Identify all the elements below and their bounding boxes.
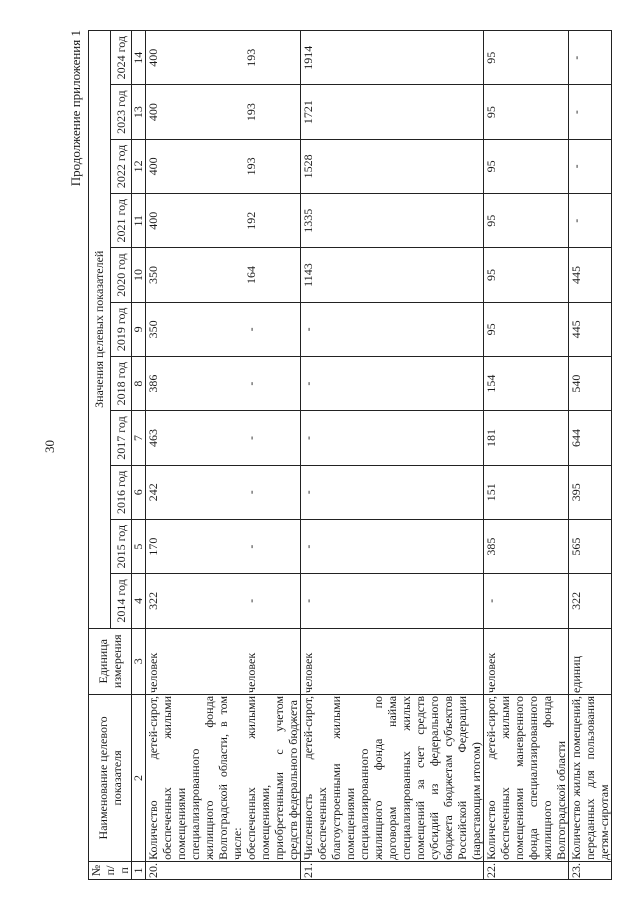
- indicator-name: обеспеченных жилыми помещениями, приобретенными с учетом средств федерального бюджета: [244, 695, 300, 860]
- header-unit: Единица измерения: [89, 628, 132, 694]
- column-number: 14: [132, 31, 146, 85]
- indicator-name: Количество детей-сирот, обеспеченных жилыми помещениями маневренного фонда специализированного жилищного фонда Волгоградской области: [484, 695, 568, 860]
- indicator-value: 400: [146, 85, 245, 139]
- indicator-value: -: [569, 139, 612, 193]
- indicator-value: 1335: [301, 194, 484, 248]
- column-number: 1: [132, 861, 146, 879]
- indicator-value: 95: [484, 194, 569, 248]
- column-numbers-row: [132, 31, 146, 880]
- column-number: 6: [132, 465, 146, 519]
- indicator-value: 181: [484, 411, 569, 465]
- indicators-table: [88, 30, 612, 880]
- column-number: 11: [132, 194, 146, 248]
- indicator-value: -: [301, 411, 484, 465]
- indicator-value: 170: [146, 519, 245, 573]
- indicator-value: 386: [146, 357, 245, 411]
- header-year: 2024 год: [110, 31, 132, 85]
- indicator-value: 1143: [301, 248, 484, 302]
- header-year: 2016 год: [110, 465, 132, 519]
- row-number: 20.: [146, 861, 245, 879]
- page-number: 30: [42, 440, 57, 453]
- indicator-value: 95: [484, 248, 569, 302]
- column-number: 12: [132, 139, 146, 193]
- table-row: [484, 31, 569, 880]
- indicator-value: -: [244, 411, 301, 465]
- column-number: 3: [132, 628, 146, 694]
- indicator-value: 154: [484, 357, 569, 411]
- indicator-value: 400: [146, 31, 245, 85]
- indicator-value: -: [244, 357, 301, 411]
- indicator-value: -: [569, 85, 612, 139]
- indicator-value: 644: [569, 411, 612, 465]
- indicator-value: 95: [484, 31, 569, 85]
- indicator-value: -: [301, 357, 484, 411]
- row-number: 23.: [569, 861, 612, 879]
- indicator-value: 322: [146, 574, 245, 628]
- header-year: 2017 год: [110, 411, 132, 465]
- indicator-value: 540: [569, 357, 612, 411]
- header-year: 2019 год: [110, 302, 132, 356]
- row-number: 21.: [301, 861, 484, 879]
- indicator-value: -: [484, 574, 569, 628]
- header-name: Наименование целевого показателя: [89, 694, 132, 861]
- indicator-value: 193: [244, 31, 301, 85]
- header-year: 2018 год: [110, 357, 132, 411]
- table-row: [244, 31, 301, 880]
- indicator-value: 95: [484, 85, 569, 139]
- indicator-value: 463: [146, 411, 245, 465]
- indicator-value: 385: [484, 519, 569, 573]
- indicator-name: Количество жилых помещений, переданных для пользования детям-сиротам: [569, 695, 611, 860]
- header-year: 2021 год: [110, 194, 132, 248]
- row-number: [244, 861, 301, 879]
- indicator-value: 151: [484, 465, 569, 519]
- indicator-value: 242: [146, 465, 245, 519]
- indicator-value: -: [244, 519, 301, 573]
- column-number: 13: [132, 85, 146, 139]
- column-number: 8: [132, 357, 146, 411]
- indicator-value: 395: [569, 465, 612, 519]
- indicator-value: -: [244, 302, 301, 356]
- header-num: № п/п: [89, 861, 132, 879]
- indicator-value: -: [301, 519, 484, 573]
- column-number: 7: [132, 411, 146, 465]
- indicator-value: -: [301, 574, 484, 628]
- table-row: [301, 31, 484, 880]
- header-year: 2023 год: [110, 85, 132, 139]
- table-row: [569, 31, 612, 880]
- indicator-value: 164: [244, 248, 301, 302]
- indicator-name: Количество детей-сирот, обеспеченных жилыми помещениями специализированного жилищного фонда Волгоградской области, в том числе:: [146, 695, 244, 860]
- table-row: [146, 31, 245, 880]
- header-year: 2014 год: [110, 574, 132, 628]
- indicator-value: 193: [244, 139, 301, 193]
- indicator-value: 95: [484, 302, 569, 356]
- indicator-value: 193: [244, 85, 301, 139]
- unit-of-measure: человек: [301, 628, 484, 694]
- indicator-name: Численность детей-сирот, обеспеченных благоустроенными жилыми помещениями специализированного жилищного фонда по договорам найма специализированных жилых помещений за счет средств субсидий из федерального бюджета бюджетам субъектов Российской Федерации (нарастающим итогом): [301, 695, 483, 860]
- unit-of-measure: человек: [484, 628, 569, 694]
- rotated-page-content: [68, 30, 611, 880]
- row-number: 22.: [484, 861, 569, 879]
- column-number: 10: [132, 248, 146, 302]
- table-body: [146, 31, 612, 880]
- unit-of-measure: единиц: [569, 628, 612, 694]
- indicator-value: 445: [569, 248, 612, 302]
- indicator-value: 1528: [301, 139, 484, 193]
- indicator-value: 445: [569, 302, 612, 356]
- indicator-value: 322: [569, 574, 612, 628]
- indicator-value: -: [569, 194, 612, 248]
- indicator-value: -: [301, 302, 484, 356]
- column-number: 4: [132, 574, 146, 628]
- indicator-value: 95: [484, 139, 569, 193]
- continuation-label: Продолжение приложения 1: [68, 30, 83, 187]
- header-year: 2022 год: [110, 139, 132, 193]
- indicator-value: 565: [569, 519, 612, 573]
- column-number: 9: [132, 302, 146, 356]
- column-number: 2: [132, 694, 146, 861]
- indicator-value: -: [244, 574, 301, 628]
- header-year: 2015 год: [110, 519, 132, 573]
- unit-of-measure: человек: [244, 628, 301, 694]
- indicator-value: 1914: [301, 31, 484, 85]
- indicator-value: 400: [146, 139, 245, 193]
- header-values-group: Значения целевых показателей: [89, 31, 111, 629]
- indicator-value: -: [569, 31, 612, 85]
- unit-of-measure: человек: [146, 628, 245, 694]
- indicator-value: 1721: [301, 85, 484, 139]
- indicator-value: 192: [244, 194, 301, 248]
- column-number: 5: [132, 519, 146, 573]
- header-year: 2020 год: [110, 248, 132, 302]
- indicator-value: -: [244, 465, 301, 519]
- indicator-value: 400: [146, 194, 245, 248]
- indicator-value: 350: [146, 302, 245, 356]
- indicator-value: 350: [146, 248, 245, 302]
- indicator-value: -: [301, 465, 484, 519]
